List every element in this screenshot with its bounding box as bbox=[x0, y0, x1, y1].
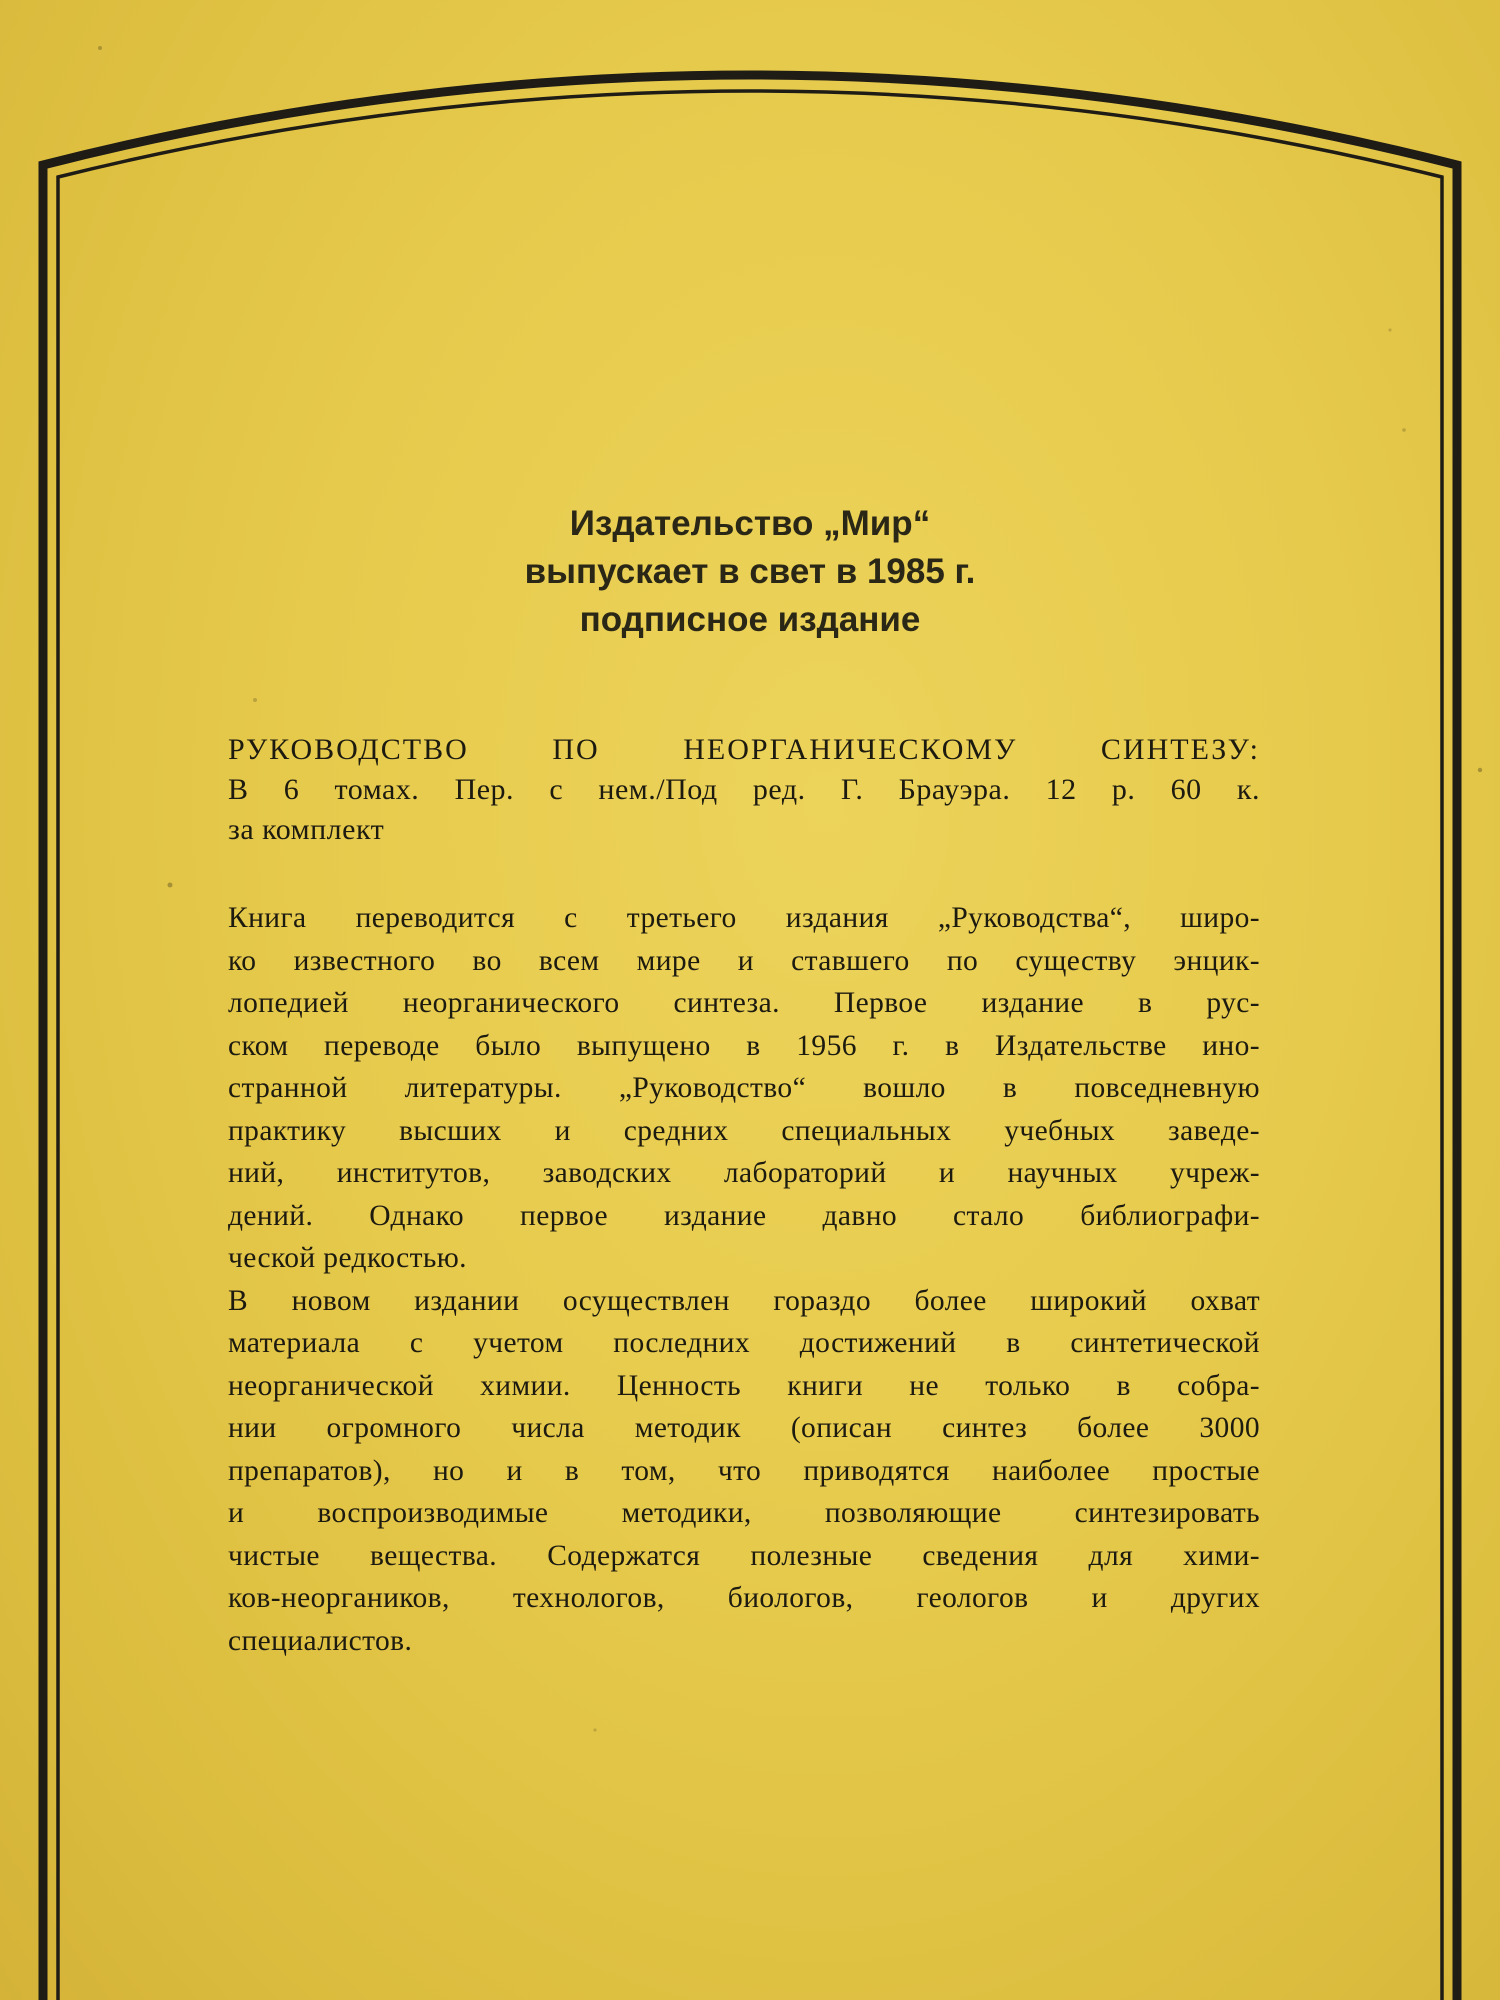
description-line: дений. Однако первое издание давно стало библиографи- bbox=[228, 1199, 1260, 1232]
description-line: препаратов), но и в том, что приводятся наиболее простые bbox=[228, 1454, 1260, 1487]
book-description bbox=[228, 897, 1260, 1662]
description-line: ском переводе было выпущено в 1956 г. в Издательстве ино- bbox=[228, 1029, 1260, 1062]
book-info bbox=[228, 730, 1260, 850]
description-line: странной литературы. „Руководство“ вошло в повседневную bbox=[228, 1072, 1260, 1104]
header-line-publisher: Издательство „Мир“ bbox=[569, 504, 931, 543]
description-line: неорганической химии. Ценность книги не только в собра- bbox=[228, 1369, 1260, 1402]
description-line: ков-неоргаников, технологов, биологов, геологов и других bbox=[228, 1582, 1260, 1614]
book-title: РУКОВОДСТВО ПО НЕОРГАНИЧЕСКОМУ СИНТЕЗУ: bbox=[228, 733, 1260, 766]
description-line: ний, институтов, заводских лабораторий и научных учреж- bbox=[228, 1157, 1260, 1189]
description-line: чистые вещества. Содержатся полезные сведения для хими- bbox=[228, 1539, 1260, 1572]
description-line: практику высших и средних специальных учебных заведе- bbox=[228, 1114, 1260, 1147]
description-line: В новом издании осуществлен гораздо более широкий охват bbox=[228, 1284, 1260, 1317]
book-details: В 6 томах. Пер. с нем./Под ред. Г. Брауэра. 12 р. 60 к. bbox=[228, 773, 1260, 806]
description-line: Книга переводится с третьего издания „Руководства“, широ- bbox=[228, 902, 1260, 934]
publisher-header bbox=[240, 500, 1260, 644]
announcement-content bbox=[228, 500, 1260, 1662]
description-line: лопедией неорганического синтеза. Первое издание в рус- bbox=[228, 987, 1260, 1019]
header-line-release: выпускает в свет в 1985 г. bbox=[524, 552, 976, 591]
description-line: специалистов. bbox=[228, 1624, 413, 1657]
description-line: нии огромного числа методик (описан синтез более 3000 bbox=[228, 1412, 1260, 1444]
description-line: и воспроизводимые методики, позволяющие синтезировать bbox=[228, 1497, 1260, 1529]
header-line-subscription: подписное издание bbox=[579, 600, 921, 639]
description-line: материала с учетом последних достижений в синтетической bbox=[228, 1327, 1260, 1359]
description-line: ческой редкостью. bbox=[228, 1242, 467, 1274]
book-price-note: за комплект bbox=[228, 813, 385, 846]
description-line: ко известного во всем мире и ставшего по существу энцик- bbox=[228, 944, 1260, 977]
